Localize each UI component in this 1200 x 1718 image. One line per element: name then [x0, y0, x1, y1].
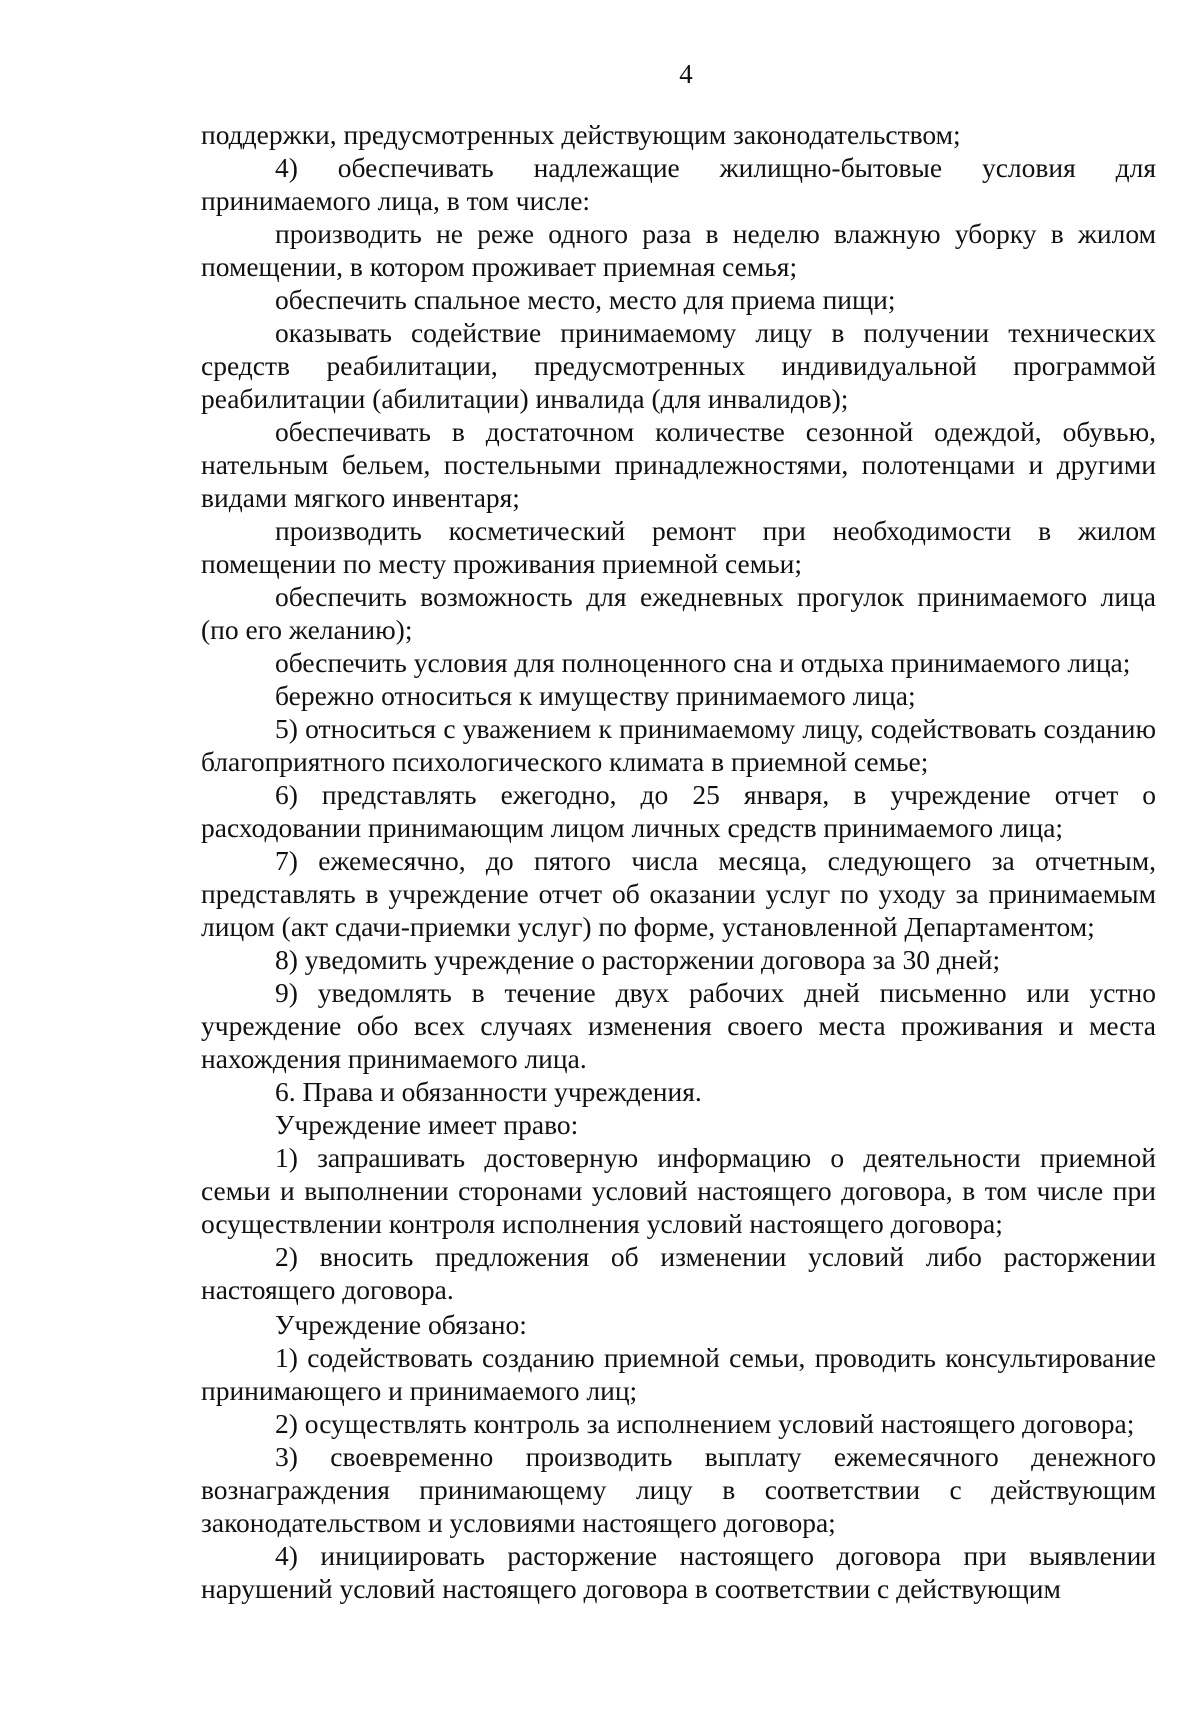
paragraph: Учреждение имеет право:	[275, 1109, 579, 1140]
paragraph: 4) обеспечивать надлежащие жилищно-бытовые условия для принимаемого лица, в том числе:	[201, 152, 1156, 216]
paragraph: 5) относиться с уважением к принимаемому лицу, содействовать созданию благоприятного психологического климата в приемной семье;	[201, 713, 1156, 777]
paragraph: обеспечить условия для полноценного сна и отдыха принимаемого лица;	[275, 647, 1131, 678]
paragraph: обеспечить возможность для ежедневных прогулок принимаемого лица (по его желанию);	[201, 581, 1156, 645]
paragraph: Учреждение обязано:	[275, 1309, 527, 1340]
document-body	[201, 118, 1156, 1605]
paragraph: 1) содействовать созданию приемной семьи, проводить консультирование принимающего и принимаемого лиц;	[201, 1342, 1156, 1406]
paragraph: производить не реже одного раза в неделю влажную уборку в жилом помещении, в котором проживает приемная семья;	[201, 218, 1156, 282]
paragraph: 7) ежемесячно, до пятого числа месяца, следующего за отчетным, представлять в учреждение отчет об оказании услуг по уходу за принимаемым лицом (акт сдачи-приемки услуг) по форме, установленной Департаментом;	[201, 845, 1156, 942]
page-number: 4	[679, 59, 693, 89]
paragraph: 3) своевременно производить выплату ежемесячного денежного вознаграждения принимающему лицу в соответствии с действующим законодательством и условиями настоящего договора;	[201, 1441, 1156, 1538]
paragraph: 1) запрашивать достоверную информацию о деятельности приемной семьи и выполнении сторонами условий настоящего договора, в том числе при осуществлении контроля исполнения условий настоящего договора;	[201, 1142, 1156, 1239]
section-heading: 6. Права и обязанности учреждения.	[275, 1076, 702, 1107]
paragraph: 2) осуществлять контроль за исполнением условий настоящего договора;	[275, 1408, 1135, 1439]
paragraph: оказывать содействие принимаемому лицу в получении технических средств реабилитации, предусмотренных индивидуальной программой реабилитации (абилитации) инвалида (для инвалидов);	[201, 317, 1156, 414]
paragraph: обеспечить спальное место, место для приема пищи;	[275, 284, 896, 315]
paragraph: производить косметический ремонт при необходимости в жилом помещении по месту проживания приемной семьи;	[201, 515, 1156, 579]
paragraph: 6) представлять ежегодно, до 25 января, в учреждение отчет о расходовании принимающим лицом личных средств принимаемого лица;	[201, 779, 1156, 843]
paragraph: 8) уведомить учреждение о расторжении договора за 30 дней;	[275, 944, 1001, 975]
paragraph: 4) инициировать расторжение настоящего договора при выявлении нарушений условий настоящего договора в соответствии с действующим	[201, 1540, 1156, 1604]
paragraph: 2) вносить предложения об изменении условий либо расторжении настоящего договора.	[201, 1241, 1156, 1305]
paragraph: поддержки, предусмотренных действующим законодательством;	[201, 119, 961, 150]
paragraph: обеспечивать в достаточном количестве сезонной одеждой, обувью, нательным бельем, постельными принадлежностями, полотенцами и другими видами мягкого инвентаря;	[201, 416, 1156, 513]
paragraph: 9) уведомлять в течение двух рабочих дней письменно или устно учреждение обо всех случаях изменения своего места проживания и места нахождения принимаемого лица.	[201, 977, 1156, 1074]
paragraph: бережно относиться к имуществу принимаемого лица;	[275, 680, 916, 711]
